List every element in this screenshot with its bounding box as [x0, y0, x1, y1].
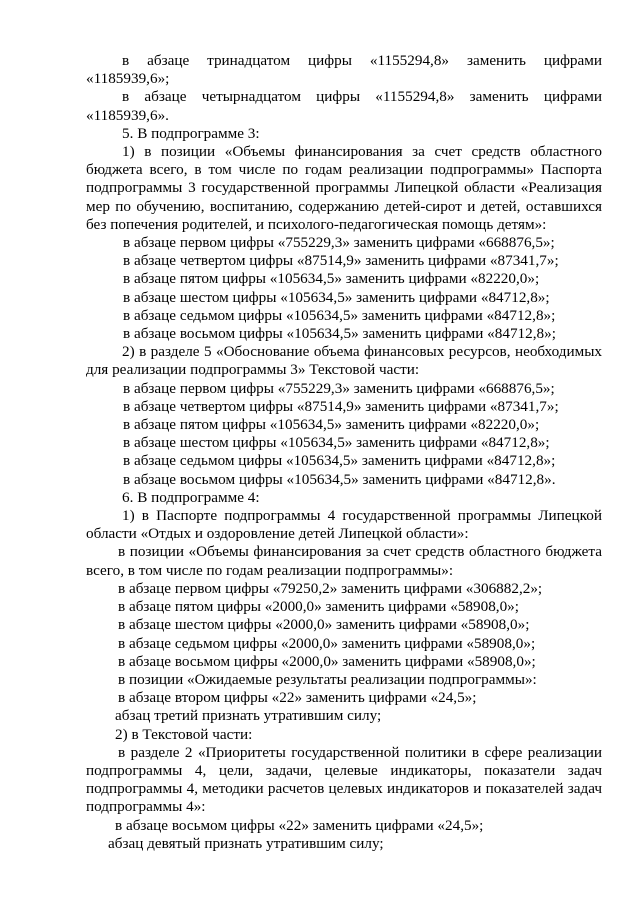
paragraph-text-line: 2) в разделе 5 «Обоснование объема финансовых ресурсов, необходимых: [122, 343, 602, 361]
paragraph-text-line: всего, в том числе по годам реализации подпрограммы»:: [86, 561, 454, 579]
paragraph-text-line: мер по обучению, воспитанию, содержанию детей-сирот и детей, оставшихся: [86, 197, 602, 215]
document-line: в абзаце восьмом цифры «105634,5» заменить цифрами «84712,8».: [123, 470, 556, 488]
document-line: в абзаце шестом цифры «2000,0» заменить цифрами «58908,0»;: [118, 616, 530, 634]
document-line: в абзаце седьмом цифры «105634,5» заменить цифрами «84712,8»;: [123, 306, 556, 324]
paragraph-text-line: без попечения родителей, и психолого-педагогическая помощь детям»:: [86, 215, 547, 233]
document-paragraph: [86, 507, 602, 543]
paragraph-text-line: в позиции «Объемы финансирования за счет средств областного бюджета: [118, 543, 602, 561]
document-line: абзац третий признать утратившим силу;: [115, 707, 382, 725]
document-line: в абзаце пятом цифры «105634,5» заменить цифрами «82220,0»;: [123, 270, 540, 288]
document-line: 6. В подпрограмме 4:: [122, 488, 260, 506]
document-line: 5. В подпрограмме 3:: [122, 124, 260, 142]
document-paragraph: [86, 543, 602, 579]
document-paragraph: [86, 744, 602, 817]
document-line: в абзаце шестом цифры «105634,5» заменить цифрами «84712,8»;: [123, 288, 550, 306]
document-line: в абзаце восьмом цифры «22» заменить цифрами «24,5»;: [115, 816, 484, 834]
document-paragraph: [86, 143, 602, 234]
document-line: в абзаце седьмом цифры «105634,5» заменить цифрами «84712,8»;: [123, 452, 556, 470]
paragraph-text-line: области «Отдых и оздоровление детей Липецкой области»:: [86, 525, 469, 543]
document-line: в абзаце первом цифры «755229,3» заменить цифрами «668876,5»;: [123, 234, 555, 252]
paragraph-text-line: подпрограммы 3 государственной программы Липецкой области «Реализация: [86, 179, 602, 197]
paragraph-text-line: «1185939,6»;: [86, 70, 170, 88]
paragraph-text-line: подпрограммы 4»:: [86, 798, 206, 816]
paragraph-text-line: в абзаце четырнадцатом цифры «1155294,8» заменить цифрами: [122, 88, 602, 106]
paragraph-text-line: бюджета всего, в том числе по годам реализации подпрограммы» Паспорта: [86, 161, 602, 179]
document-paragraph: [86, 52, 602, 88]
document-line: в абзаце пятом цифры «105634,5» заменить цифрами «82220,0»;: [123, 416, 540, 434]
paragraph-text-line: в разделе 2 «Приоритеты государственной политики в сфере реализации: [118, 743, 602, 761]
document-line: в абзаце пятом цифры «2000,0» заменить цифрами «58908,0»;: [118, 598, 519, 616]
document-line: в абзаце четвертом цифры «87514,9» заменить цифрами «87341,7»;: [123, 397, 559, 415]
paragraph-text-line: подпрограммы 4, цели, задачи, целевые индикаторы, показатели задач: [86, 761, 602, 779]
document-line: в абзаце четвертом цифры «87514,9» заменить цифрами «87341,7»;: [123, 252, 559, 270]
paragraph-text-line: 1) в позиции «Объемы финансирования за счет средств областного: [122, 143, 602, 161]
document-line: в абзаце седьмом цифры «2000,0» заменить цифрами «58908,0»;: [118, 634, 536, 652]
document-paragraph: [86, 88, 602, 124]
document-line: в абзаце втором цифры «22» заменить цифрами «24,5»;: [118, 689, 477, 707]
document-paragraph: [86, 343, 602, 379]
document-line: в абзаце шестом цифры «105634,5» заменить цифрами «84712,8»;: [123, 434, 550, 452]
document-body: [86, 52, 602, 853]
paragraph-text-line: 1) в Паспорте подпрограммы 4 государственной программы Липецкой: [122, 507, 602, 525]
document-line: в позиции «Ожидаемые результаты реализации подпрограммы»:: [118, 670, 537, 688]
paragraph-text-line: подпрограммы 4, методики расчетов целевых индикаторов и показателей задач: [86, 780, 602, 798]
paragraph-text-line: в абзаце тринадцатом цифры «1155294,8» заменить цифрами: [122, 52, 602, 69]
paragraph-text-line: «1185939,6».: [86, 106, 169, 124]
document-line: в абзаце восьмом цифры «105634,5» заменить цифрами «84712,8»;: [123, 325, 556, 343]
document-line: 2) в Текстовой части:: [115, 725, 253, 743]
document-line: абзац девятый признать утратившим силу;: [108, 834, 384, 852]
document-line: в абзаце восьмом цифры «2000,0» заменить цифрами «58908,0»;: [118, 652, 536, 670]
document-line: в абзаце первом цифры «79250,2» заменить цифрами «306882,2»;: [118, 579, 543, 597]
document-line: в абзаце первом цифры «755229,3» заменить цифрами «668876,5»;: [123, 379, 555, 397]
paragraph-text-line: для реализации подпрограммы 3» Текстовой части:: [86, 361, 420, 379]
